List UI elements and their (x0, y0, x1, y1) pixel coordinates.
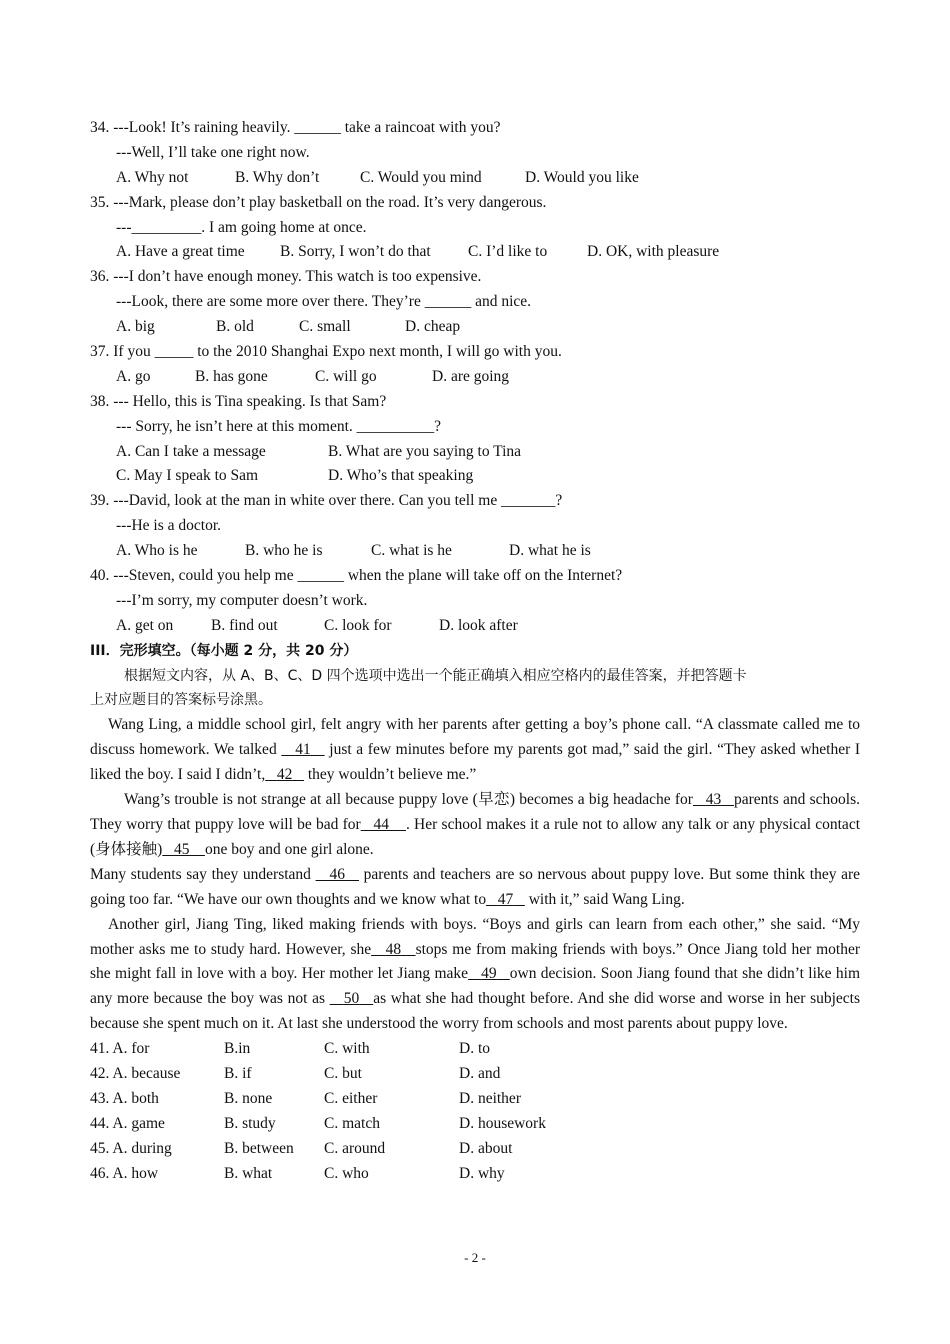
dialogue-line: ---I’m sorry, my computer doesn’t work. (116, 591, 368, 609)
option-c: C. what is he (371, 542, 452, 560)
blank-42: 42 (276, 766, 293, 784)
answer-c: C. with (324, 1040, 370, 1058)
option-d: D. Who’s that speaking (328, 467, 474, 485)
answer-row (90, 1062, 860, 1087)
blank-50: 50 (343, 990, 360, 1008)
option-row (90, 464, 860, 489)
passage-paragraph: Wang’s trouble is not strange at all because puppy love (早恋) becomes a big headache for 43 parents and schools. They worry that puppy love will be bad for 44 . Her school makes it a rule not to allow any talk or any physical contact (身体接触) 45 one boy and one girl alone. (90, 791, 861, 858)
option-b: B. who he is (245, 542, 323, 560)
answer-row (90, 1162, 860, 1187)
option-d: D. look after (439, 616, 518, 634)
answer-d: D. about (459, 1139, 513, 1157)
dialogue-line: ---He is a doctor. (116, 517, 222, 535)
question-stem: 40. ---Steven, could you help me ______ when the plane will take off on the Internet? (90, 567, 623, 585)
option-row (90, 166, 860, 191)
option-row (90, 365, 860, 390)
option-c: C. Would you mind (360, 168, 482, 186)
exam-page (90, 116, 860, 1187)
answer-d: D. why (459, 1164, 505, 1182)
blank-47: 47 (497, 890, 514, 908)
answer-b: B. between (224, 1139, 294, 1157)
option-d: D. what he is (509, 542, 591, 560)
answer-c: C. either (324, 1089, 378, 1107)
blank-49: 49 (481, 965, 497, 983)
page-number: - 2 - (464, 1250, 486, 1265)
answer-b: B. if (224, 1065, 252, 1083)
option-a: A. Who is he (116, 542, 198, 560)
answer-a: 43. A. both (90, 1089, 159, 1107)
answer-c: C. but (324, 1065, 362, 1083)
passage-paragraph: Another girl, Jiang Ting, liked making friends with boys. “Boys and girls can learn from each other,” she said. “My mother asks me to study hard. However, she 48 stops me from making friends with boys.” Once Jiang told her mother she might fall in love with a boy. Her mother let Jiang make 49 own decision. Soon Jiang found that she didn’t like him any more because the boy was not as 50 as what she had thought before. And she did worse and worse in her subjects because she spent much on it. At last she understood the worry from schools and most parents about puppy love. (90, 915, 861, 1033)
option-b: B. has gone (195, 367, 268, 385)
question-stem: 38. --- Hello, this is Tina speaking. Is that Sam? (90, 392, 387, 410)
option-d: D. OK, with pleasure (587, 243, 720, 261)
option-row (90, 240, 860, 265)
blank-41: 41 (295, 741, 311, 759)
answer-row (90, 1037, 860, 1062)
option-c: C. I’d like to (468, 243, 548, 261)
question-stem: 35. ---Mark, please don’t play basketball on the road. It’s very dangerous. (90, 193, 547, 211)
question-stem: 36. ---I don’t have enough money. This watch is too expensive. (90, 268, 482, 286)
answer-b: B. study (224, 1114, 276, 1132)
answer-a: 42. A. because (90, 1065, 181, 1083)
option-c: C. small (299, 318, 351, 336)
dialogue-line: ---_________. I am going home at once. (116, 218, 367, 236)
answer-a: 44. A. game (90, 1114, 165, 1132)
answer-row (90, 1087, 860, 1112)
answer-b: B.in (224, 1040, 251, 1058)
option-a: A. big (116, 318, 155, 336)
answer-a: 46. A. how (90, 1164, 159, 1182)
question-stem: 34. ---Look! It’s raining heavily. ______ take a raincoat with you? (90, 119, 501, 136)
answer-row (90, 1112, 860, 1137)
cloze-passage (90, 713, 860, 1037)
option-a: A. Why not (116, 168, 189, 186)
option-d: D. are going (432, 367, 510, 385)
option-b: B. Sorry, I won’t do that (280, 243, 431, 261)
section-instruction: 根据短文内容，从 A、B、C、D 四个选项中选出一个能正确填入相应空格内的最佳答案，并把答题卡 (124, 667, 747, 684)
option-row (90, 539, 860, 564)
answer-d: D. to (459, 1040, 490, 1058)
answer-d: D. housework (459, 1114, 546, 1132)
option-a: A. Can I take a message (116, 442, 266, 460)
blank-44: 44 (373, 816, 389, 833)
answer-c: C. who (324, 1164, 369, 1182)
option-c: C. will go (315, 367, 377, 385)
option-c: C. look for (324, 616, 392, 634)
option-a: A. get on (116, 616, 174, 634)
question-stem: 39. ---David, look at the man in white over there. Can you tell me _______? (90, 492, 563, 510)
answer-a: 41. A. for (90, 1040, 150, 1058)
option-b: B. old (216, 318, 254, 336)
section-heading: III．完形填空。（每小题 2 分，共 20 分） (90, 642, 358, 659)
option-b: B. Why don’t (235, 168, 320, 186)
dialogue-line: ---Well, I’ll take one right now. (116, 143, 310, 161)
answer-d: D. and (459, 1065, 501, 1083)
dialogue-line: --- Sorry, he isn’t here at this moment. __________? (116, 417, 442, 435)
passage-paragraph: Wang Ling, a middle school girl, felt angry with her parents after getting a boy’s phone call. “A classmate called me to discuss homework. We talked 41 just a few minutes before my parents got mad,” said the girl. “They asked whether I liked the boy. I said I didn’t, 42 they wouldn’t believe me.” (90, 716, 861, 784)
answer-d: D. neither (459, 1089, 521, 1107)
answer-b: B. what (224, 1164, 273, 1182)
dialogue-line: ---Look, there are some more over there. They’re ______ and nice. (116, 293, 532, 311)
answer-c: C. match (324, 1114, 380, 1132)
answer-b: B. none (224, 1089, 273, 1107)
blank-43: 43 (705, 791, 722, 809)
blank-48: 48 (385, 940, 402, 958)
question-stem: 37. If you _____ to the 2010 Shanghai Expo next month, I will go with you. (90, 343, 562, 361)
option-d: D. Would you like (525, 168, 639, 186)
option-b: B. What are you saying to Tina (328, 442, 522, 460)
option-a: A. Have a great time (116, 243, 245, 261)
passage-paragraph: Many students say they understand 46 parents and teachers are so nervous about puppy love. But some think they are going too far. “We have our own thoughts and we know what to 47 with it,” said Wang Ling. (90, 865, 861, 908)
answer-c: C. around (324, 1139, 386, 1157)
option-b: B. find out (211, 616, 278, 634)
blank-45: 45 (173, 840, 190, 858)
answer-row (90, 1137, 860, 1162)
option-row (90, 614, 860, 639)
answer-a: 45. A. during (90, 1139, 172, 1157)
option-row (90, 315, 860, 340)
blank-46: 46 (329, 865, 346, 883)
option-d: D. cheap (405, 318, 461, 336)
option-a: A. go (116, 367, 151, 385)
section-instruction: 上对应题目的答案标号涂黑。 (90, 692, 272, 709)
option-c: C. May I speak to Sam (116, 467, 259, 485)
option-row (90, 440, 860, 465)
